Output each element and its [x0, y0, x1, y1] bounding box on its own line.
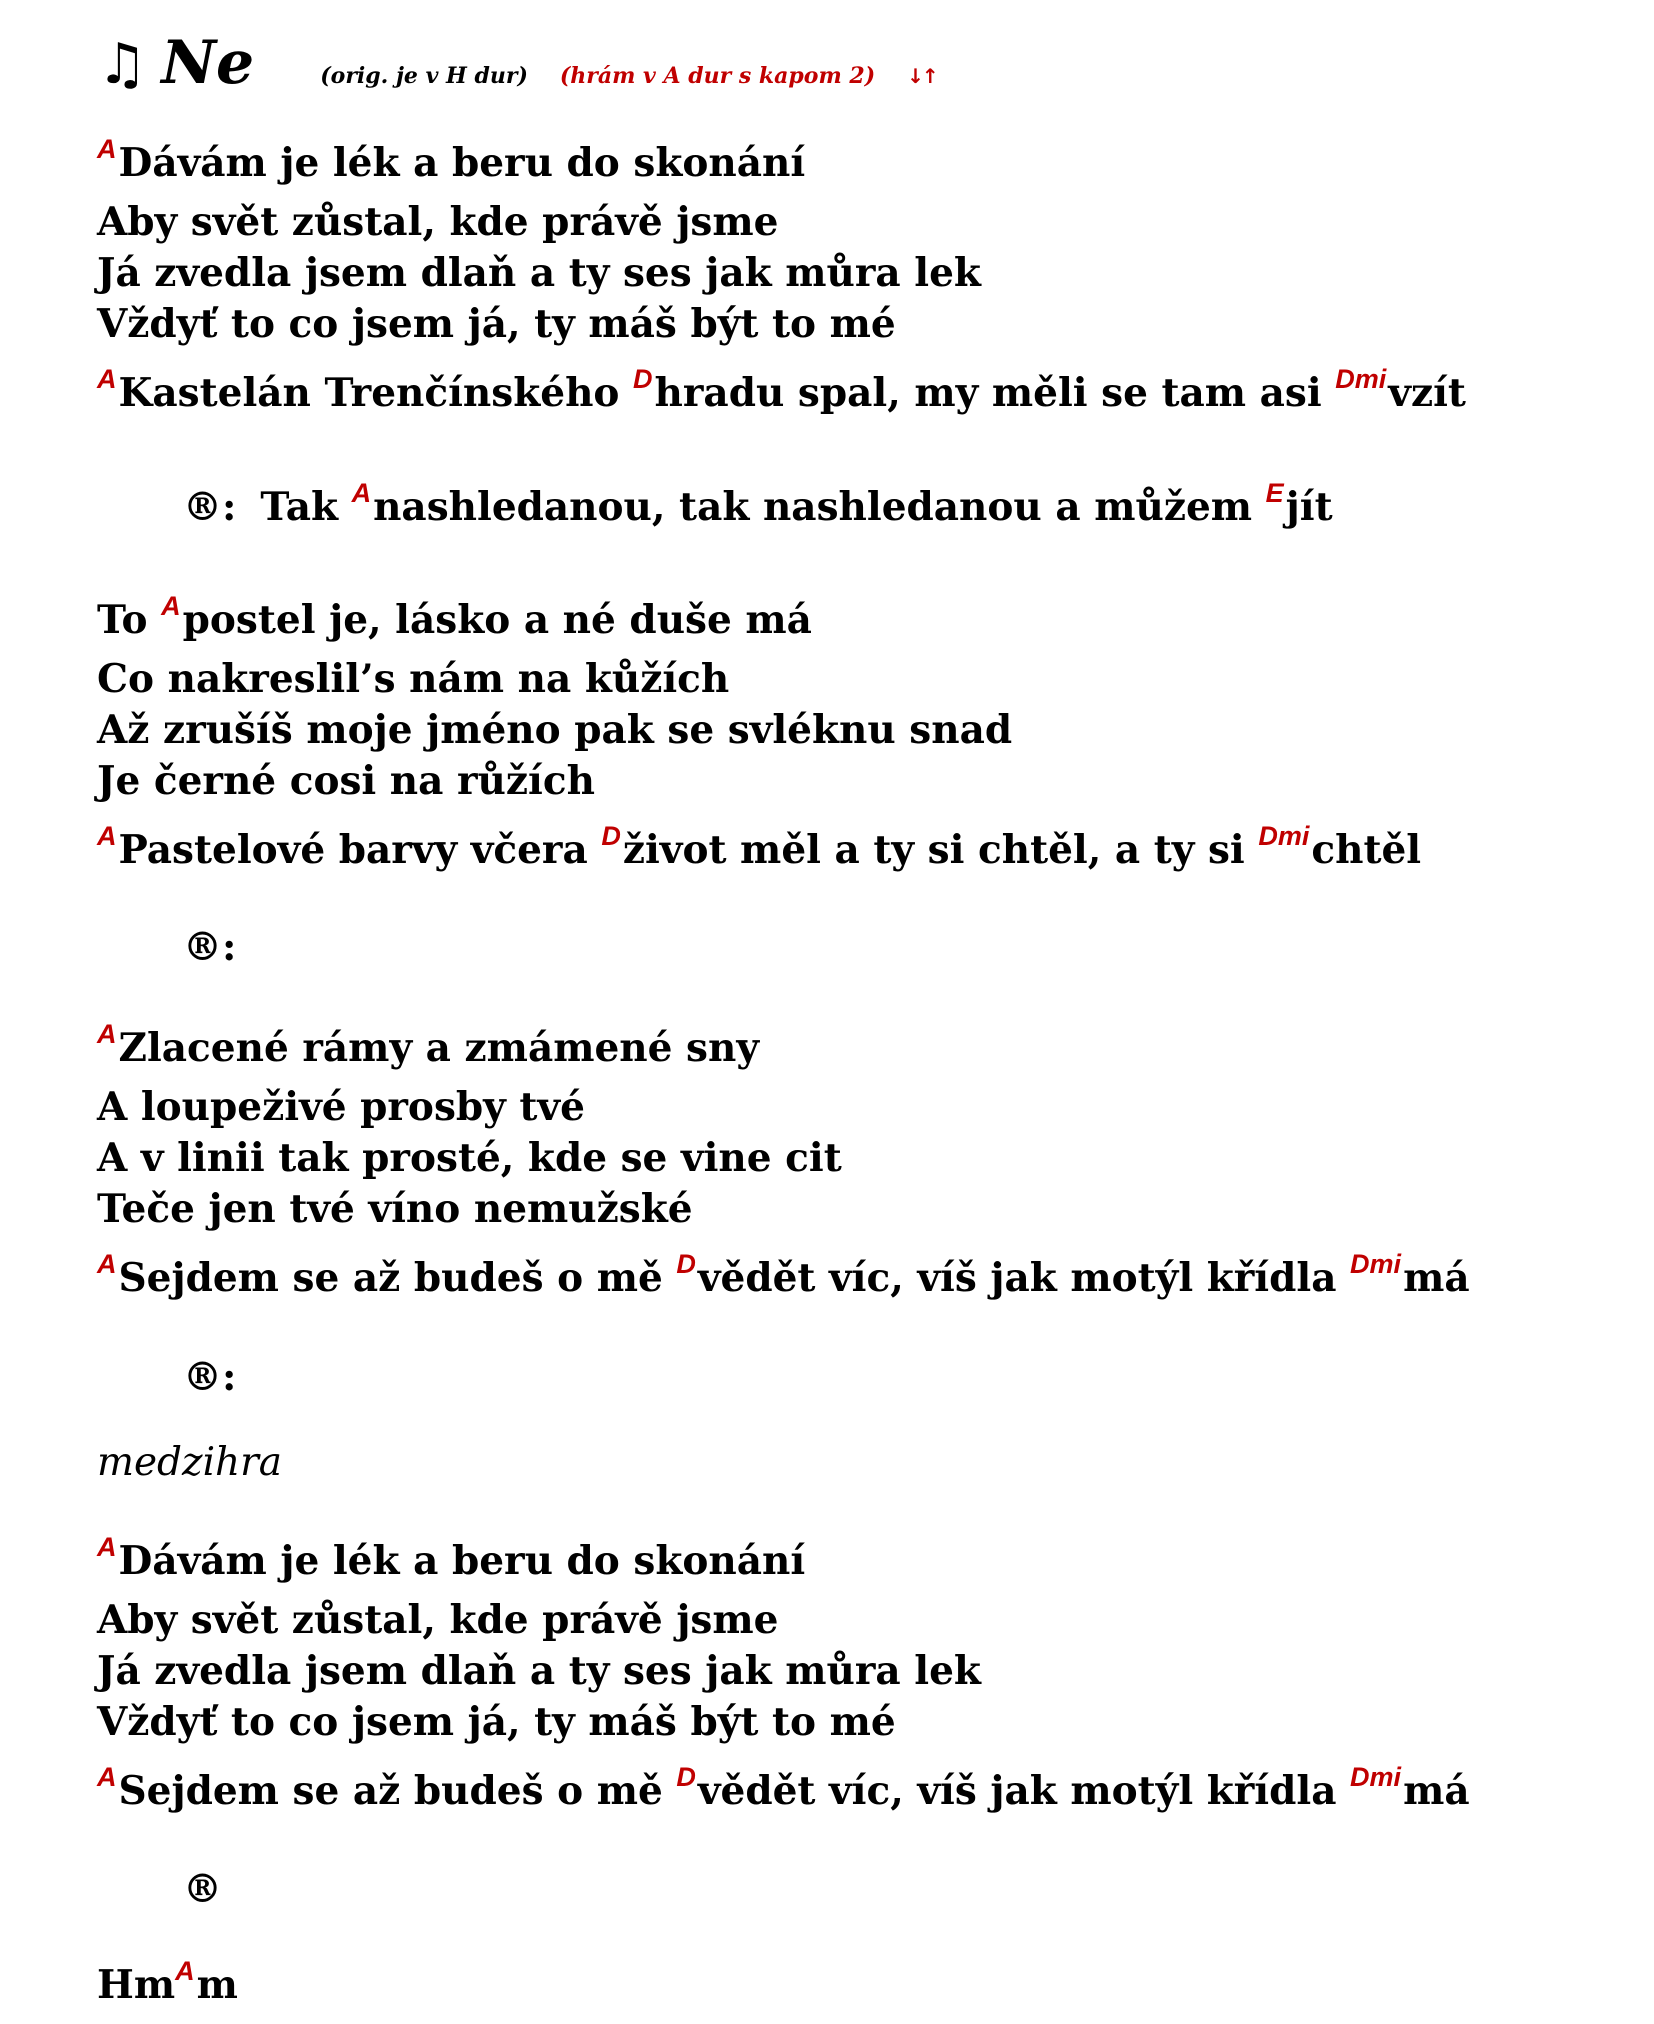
lyric-text: Pastelové barvy včera — [118, 827, 602, 873]
chord: A — [97, 821, 117, 851]
lyric-line: Co nakreslil’s nám na kůžích — [97, 656, 730, 702]
music-note-icon: ♫ — [97, 32, 148, 97]
lyric-text: Sejdem se až budeš o mě — [118, 1768, 677, 1814]
lyric-line: A loupeživé prosby tvé — [97, 1084, 585, 1130]
lyric-text: nashledanou, tak nashledanou a můžem — [373, 484, 1266, 530]
lyric-text: vědět víc, víš jak motýl křídla — [697, 1255, 1351, 1301]
lyric-text: Tak — [260, 484, 352, 530]
lyric-text: Dávám je lék a beru do skonání — [118, 1538, 806, 1584]
lyric-line: Já zvedla jsem dlaň a ty ses jak můra lek — [97, 1648, 981, 1694]
chord: D — [676, 1249, 696, 1279]
lyric-line: Teče jen tvé víno nemužské — [97, 1186, 693, 1232]
interlude-label: medzihra — [97, 1440, 283, 1485]
lyric-text: m — [196, 1962, 238, 2008]
lyric-text: jít — [1285, 484, 1333, 530]
lyric-text: Hm — [97, 1962, 176, 2008]
chorus-symbol: ®: — [183, 484, 237, 530]
lyric-line — [97, 591, 812, 649]
chord: A — [97, 1019, 117, 1049]
chorus-symbol: ®: — [183, 1354, 237, 1400]
chorus-symbol: ®: — [183, 924, 237, 970]
lyric-line: Vždyť to co jsem já, ty máš být to mé — [97, 1699, 896, 1745]
outro-line — [97, 1956, 238, 2014]
chord: A — [97, 364, 117, 394]
chord: Dmi — [1350, 1249, 1402, 1279]
lyric-line — [97, 821, 1422, 879]
lyric-line: Já zvedla jsem dlaň a ty ses jak můra lek — [97, 250, 981, 296]
lyric-line — [97, 1762, 1470, 1820]
lyric-text: má — [1403, 1768, 1470, 1814]
lyric-text: Dávám je lék a beru do skonání — [118, 140, 806, 186]
chorus-line — [183, 1352, 236, 1402]
song-header — [97, 28, 937, 108]
lyric-text: To — [97, 597, 162, 643]
original-key: (orig. je v H dur) — [320, 63, 528, 89]
lyric-line: Aby svět zůstal, kde právě jsme — [97, 199, 779, 245]
played-key: (hrám v A dur s kapom 2) — [559, 63, 876, 89]
chord: Dmi — [1258, 821, 1310, 851]
lyric-line: Vždyť to co jsem já, ty máš být to mé — [97, 301, 896, 347]
song-title: Ne — [161, 28, 255, 98]
transpose-icon[interactable]: ↓↑ — [907, 64, 937, 88]
lyric-text: vzít — [1388, 370, 1466, 416]
chord: A — [161, 591, 181, 621]
lyric-text: vědět víc, víš jak motýl křídla — [697, 1768, 1351, 1814]
chord: A — [97, 1249, 117, 1279]
chorus-symbol: ® — [183, 1866, 222, 1912]
chord: D — [633, 364, 653, 394]
chord: A — [97, 1762, 117, 1792]
chorus-line — [183, 1864, 222, 1914]
lyric-text: má — [1403, 1255, 1470, 1301]
lyric-text: Sejdem se až budeš o mě — [118, 1255, 677, 1301]
lyric-text: chtěl — [1311, 827, 1422, 873]
lyric-text: život měl a ty si chtěl, a ty si — [622, 827, 1259, 873]
chord: D — [601, 821, 621, 851]
lyric-line: Je černé cosi na růžích — [97, 758, 595, 804]
chord: E — [1265, 478, 1284, 508]
lyric-text: Kastelán Trenčínského — [118, 370, 634, 416]
lyric-line — [97, 364, 1466, 422]
lyric-line — [97, 134, 806, 192]
chord: A — [97, 134, 117, 164]
lyric-text: postel je, lásko a né duše má — [182, 597, 812, 643]
chorus-line — [183, 478, 1333, 536]
lyric-text: Zlacené rámy a zmámené sny — [118, 1025, 760, 1071]
chord: A — [175, 1956, 195, 1986]
chorus-line — [183, 922, 236, 972]
lyric-line: Až zrušíš moje jméno pak se svléknu snad — [97, 707, 1013, 753]
lyric-text: hradu spal, my měli se tam asi — [654, 370, 1336, 416]
lyric-line — [97, 1019, 760, 1077]
lyric-line: A v linii tak prosté, kde se vine cit — [97, 1135, 842, 1181]
chord: A — [97, 1532, 117, 1562]
lyric-line — [97, 1249, 1470, 1307]
chord: A — [351, 478, 372, 508]
lyric-line — [97, 1532, 806, 1590]
lyric-line: Aby svět zůstal, kde právě jsme — [97, 1597, 779, 1643]
chord: Dmi — [1335, 364, 1387, 394]
chord: D — [676, 1762, 696, 1792]
chord: Dmi — [1350, 1762, 1402, 1792]
